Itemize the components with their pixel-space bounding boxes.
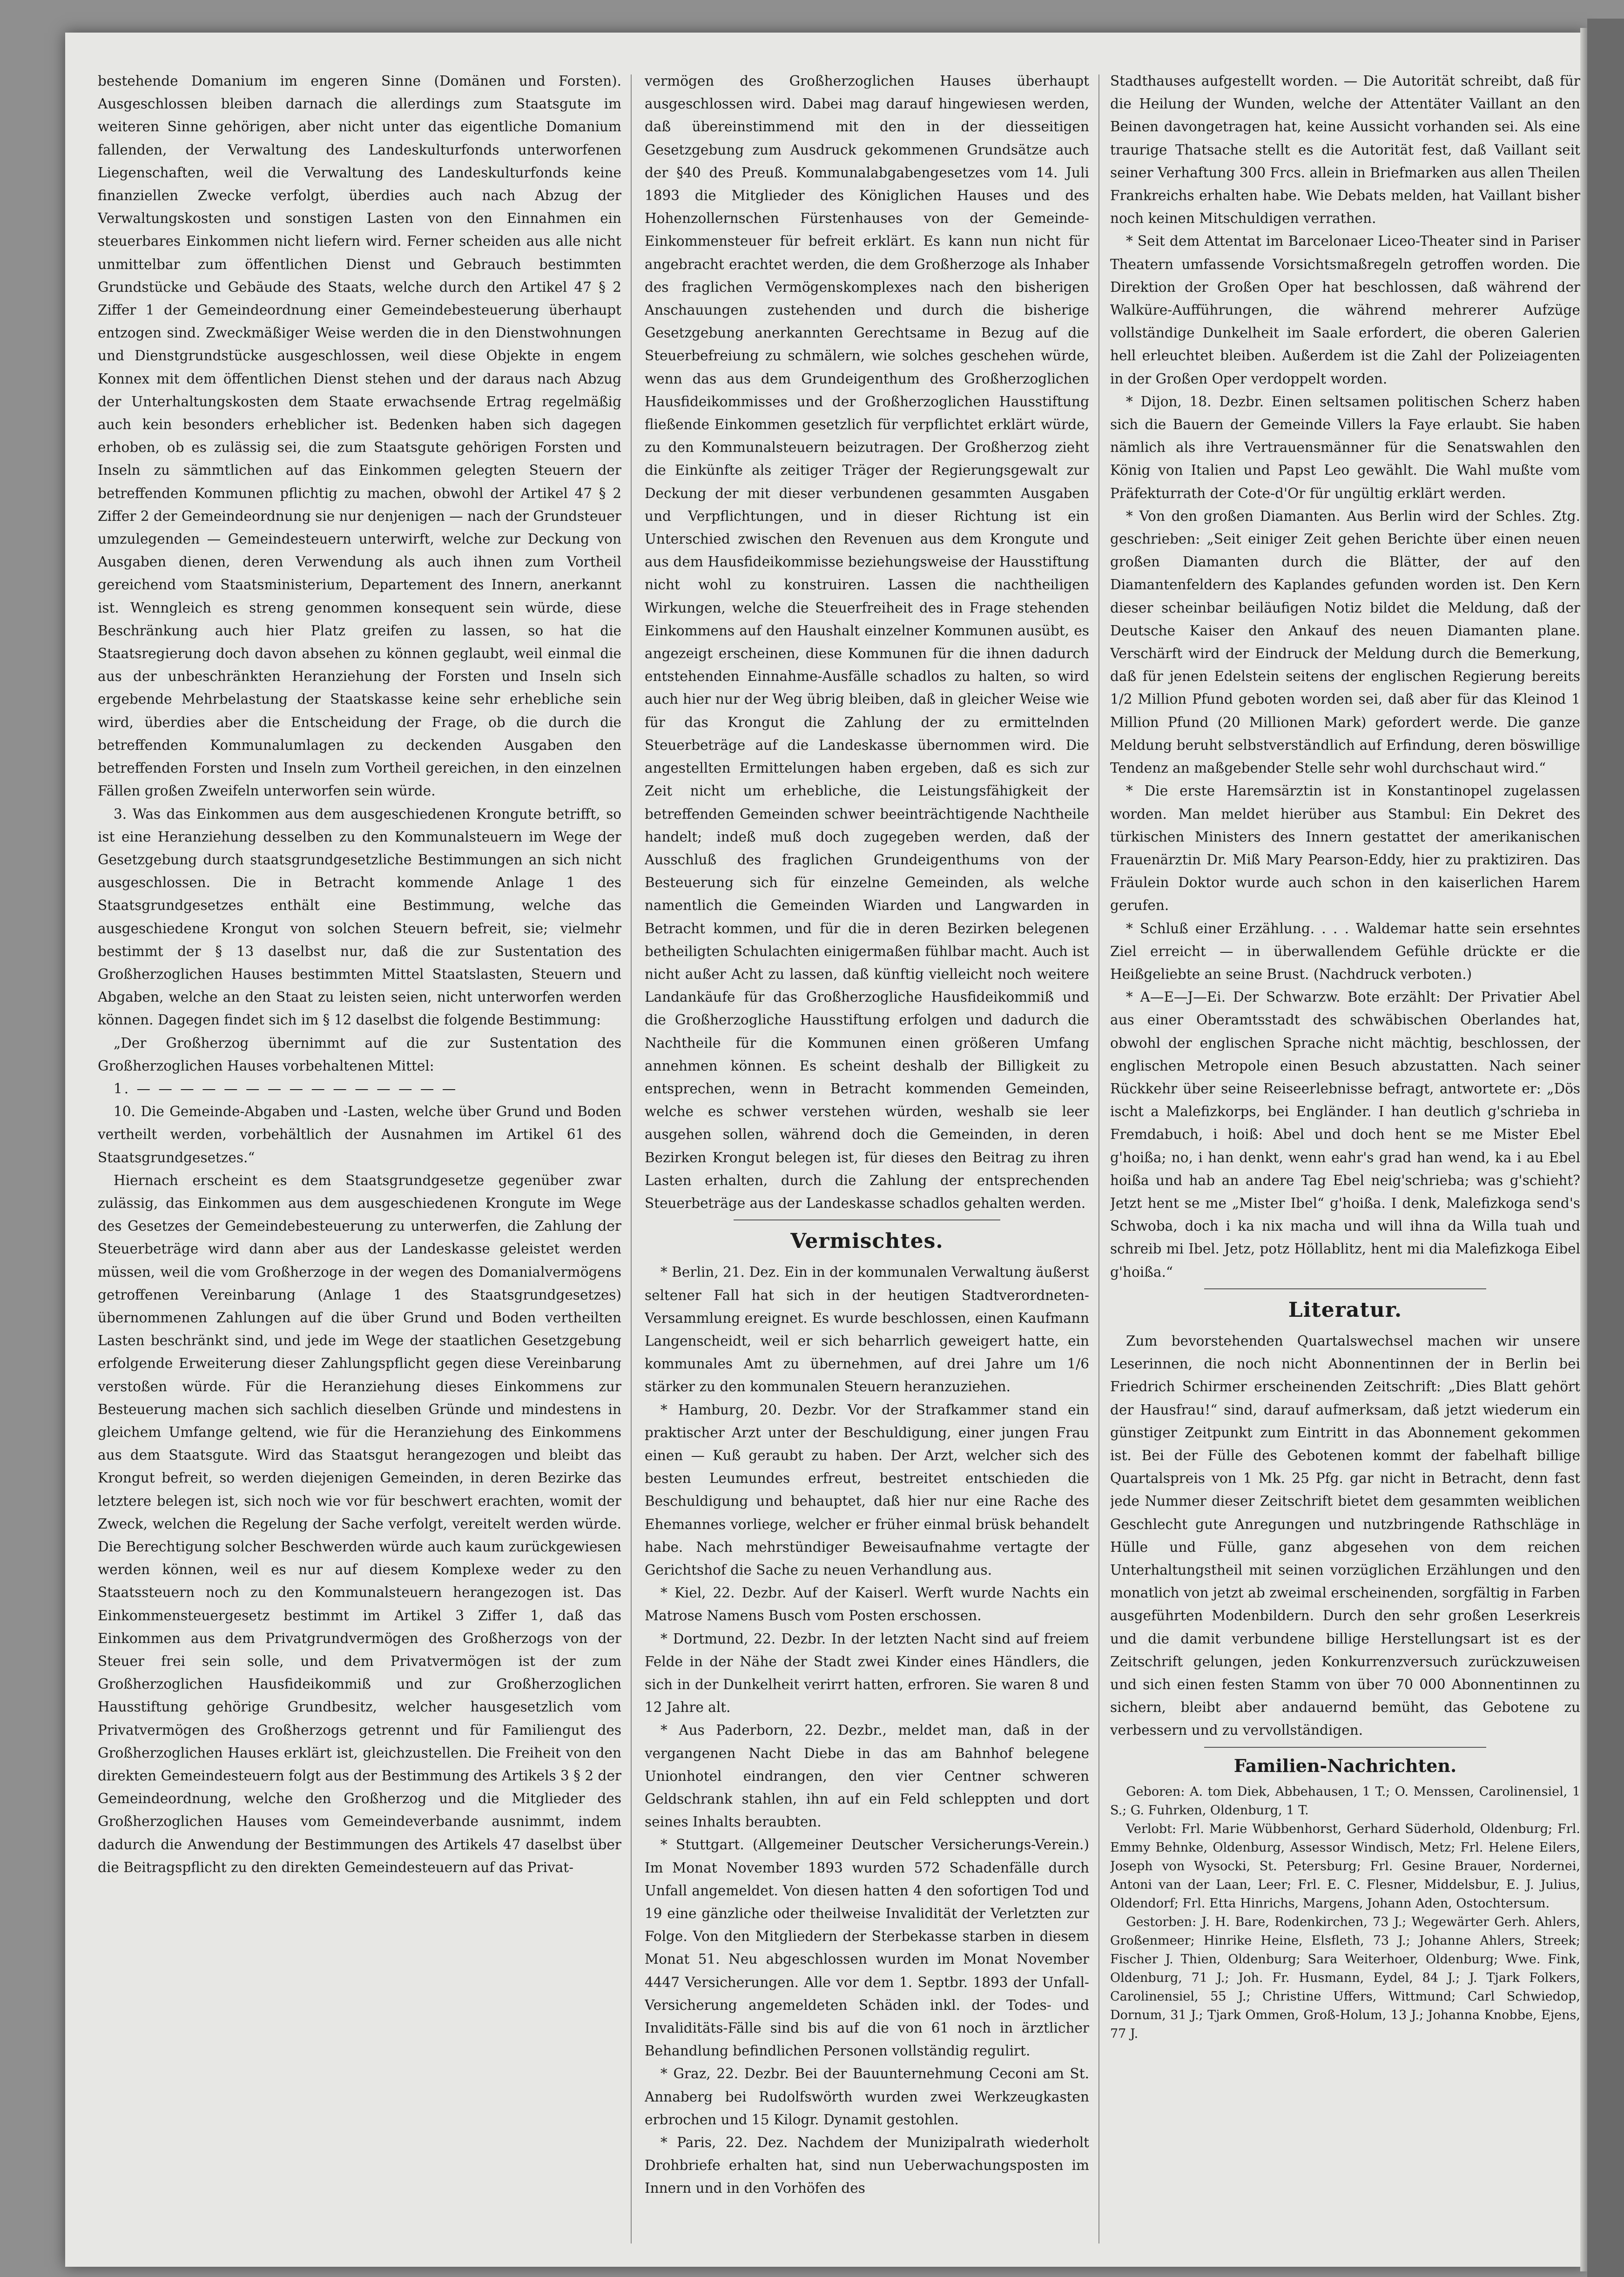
news-item: * Dortmund, 22. Dezbr. In der letzten Nacht sind auf freiem Felde in der Nähe der Stadt zwei Kinder eines Händlers, die sich in der Dunkelheit verirrt hatten, erfroren. Sie waren 8 und 12 Jahre alt. — [645, 1630, 1089, 1716]
news-item: * A—E—J—Ei. Der Schwarzw. Bote erzählt: Der Privatier Abel aus einer Oberamtsstadt des schwäbischen Oberlandes hat, obwohl der englischen Sprache nicht mächtig, beschlossen, der englischen Metropole einen Besuch abzustatten. Nach seiner Rückkehr über seine Reiseerlebnisse befragt, antwortete er: „Dös ischt a Malefizkorps, bei Engländer. I han deutlich g'schrieba in Fremdabuch, i hoiß: Abel und doch hent se me Mister Ebel g'hoißa; no, i han denkt, wenn eahr's grad han wend, ka i au Ebel hoißa und hab an andere Tag Ebel neig'schrieba; was g'schieht? Jetzt hent se me „Mister Ibel“ g'hoißa. I denk, Malefizkoga send's Schwoba, doch i ka nix macha und will ihna da Willa tuah und schreib mi Ibel. Jetz, potz Höllablitz, hent mi dia Malefizkoga Eibel g'hoißa.“ — [1110, 989, 1580, 1280]
quote: „Der Großherzog übernimmt auf die zur Sustentation des Großherzoglichen Hauses vorbehaltenen Mittel: — [98, 1035, 621, 1074]
paragraph: vermögen des Großherzoglichen Hauses überhaupt ausgeschlossen wird. Dabei mag darauf hingewiesen werden, daß übereinstimmend mit den in der diesseitigen Gesetzgebung zum Ausdruck gekommenen Grundsätze auch der §40 des Preuß. Kommunalabgabengesetzes vom 14. Juli 1893 die Mitglieder des Königlichen Hauses und des Hohenzollernschen Fürstenhauses von der Gemeinde-Einkommensteuer für befreit erklärt. Es kann nun nicht für angebracht erachtet werden, die dem Großherzoge als Inhaber des fraglichen Vermögenskomplexes nach den bisherigen Anschauungen zustehenden und durch die bisherige Gesetzgebung anerkannten Gerechtsame in Bezug auf die Steuerbefreiung zu schmälern, wie solches geschehen würde, wenn das aus dem Grundeigenthum des Großherzoglichen Hausfideikommisses und der Großherzoglichen Hausstiftung fließende Einkommen gesetzlich für verpflichtet erklärt würde, zu den Kommunalsteuern beizutragen. Der Großherzog zieht die Einkünfte als zeitiger Träger der Regierungsgewalt zur Deckung der mit dieser verbundenen gesammten Ausgaben und Verpflichtungen, und in dieser Richtung ist ein Unterschied zwischen den Revenuen aus dem Krongute und aus dem Hausfideikommisse beziehungsweise der Hausstiftung nicht wohl zu konstruiren. Lassen die nachtheiligen Wirkungen, welche die Steuerfreiheit des in Frage stehenden Einkommens auf den Haushalt einzelner Kommunen ausübt, es angezeigt erscheinen, diese Kommunen für die ihnen dadurch entstehenden Einnahme-Ausfälle schadlos zu halten, so wird auch hier nur der Weg übrig bleiben, daß in gleicher Weise wie für das Krongut die Zahlung der zu ermittelnden Steuerbeträge auf die Landeskasse übernommen wird. Die angestellten Ermittelungen haben ergeben, daß es sich zur Zeit nicht um erhebliche, die Leistungsfähigkeit der betreffenden Gemeinden schwer beeinträchtigende Nachtheile handelt; indeß muß doch zugegeben werden, daß der Ausschluß des fraglichen Grundeigenthums von der Besteuerung sich für einzelne Gemeinden, als welche namentlich die Gemeinden Wiarden und Langwarden in Betracht kommen, und für die in deren Bezirken belegenen betheiligten Schulachten einigermaßen fühlbar macht. Auch ist nicht außer Acht zu lassen, daß künftig vielleicht noch weitere Landankäufe für das Großherzogliche Hausfideikommiß und die Großherzogliche Hausstiftung erfolgen und dadurch die Nachtheile für die Kommunen einen größeren Umfang annehmen können. Es scheint deshalb der Billigkeit zu entsprechen, wenn in Betracht kommenden Gemeinden, welche es schwer verstehen würden, weshalb sie leer ausgehen sollen, während doch die Gemeinden, in deren Bezirken Krongut belegen ist, für dieses den Beitrag zu ihren Lasten erhalten, durch die Zahlung der entsprechenden Steuerbeträge aus der Landeskasse schadlos gehalten werden. — [645, 73, 1089, 1211]
news-item: Stadthauses aufgestellt worden. — Die Autorität schreibt, daß für die Heilung der Wunden, welche der Attentäter Vaillant an den Beinen davongetragen hat, keine Aussicht vorhanden sei. Als eine traurige Thatsache stellt es die Autorität fest, daß Vaillant seit seiner Verhaftung 300 Frcs. allein in Briefmarken aus allen Theilen Frankreichs erhalten habe. Wie Debats melden, hat Vaillant bisher noch keinen Mitschuldigen verrathen. — [1110, 73, 1580, 227]
column-middle — [645, 70, 1089, 2220]
news-item: * Seit dem Attentat im Barcelonaer Liceo-Theater sind in Pariser Theatern umfassende Vorsichtsmaßregeln getroffen worden. Die Direktion der Großen Oper hat beschlossen, daß während der Walküre-Aufführungen, die während mehrerer Aufzüge vollständige Dunkelheit im Saale erfordert, die oberen Galerien hell erleuchtet bleiben. Außerdem ist die Zahl der Polizeiagenten in der Großen Oper verdoppelt worden. — [1110, 233, 1580, 387]
column-rule-1 — [631, 74, 632, 2243]
paragraph: bestehende Domanium im engeren Sinne (Domänen und Forsten). Ausgeschlossen bleiben darnach die allerdings zum Staatsgute im weiteren Sinne gehörigen, aber nicht unter das eigentliche Domanium fallenden, der Verwaltung des Landeskulturfonds unterworfenen Liegenschaften, weil die Verwaltung des Landeskulturfonds keine finanziellen Zwecke verfolgt, überdies auch nach Abzug der Verwaltungskosten und sonstigen Lasten von den Einnahmen ein steuerbares Einkommen nicht liefern wird. Ferner scheiden aus alle nicht unmittelbar zum öffentlichen Dienst und Gebrauch bestimmten Grundstücke und Gebäude des Staats, welche durch den Artikel 47 § 2 Ziffer 1 der Gemeindeordnung einer Gemeindebesteuerung überhaupt entzogen sind. Zweckmäßiger Weise werden die in den Dienstwohnungen und Dienstgrundstücke ausgeschlossen, weil diese Objekte in engem Konnex mit dem öffentlichen Dienst stehen und der daraus nach Abzug der Unterhaltungskosten dem Staate erwachsende Ertrag regelmäßig auch kein besonders erheblicher ist. Bedenken haben sich dagegen erhoben, ob es zulässig sei, die zum Staatsgute gehörigen Forsten und Inseln zu sämmtlichen auf das Einkommen gelegten Steuern der betreffenden Kommunen pflichtig zu machen, obwohl der Artikel 47 § 2 Ziffer 2 der Gemeindeordnung sie nur denjenigen — nach der Grundsteuer umzulegenden — Gemeindesteuern unterwirft, welche zur Deckung von Ausgaben dienen, deren Verwendung als auch ihnen zum Vortheil gereichend vom Staatsministerium, Departement des Innern, anerkannt ist. Wenngleich es streng genommen konsequent sein würde, diese Beschränkung auch hier Platz greifen zu lassen, so hat die Staatsregierung doch davon absehen zu können geglaubt, weil einmal die aus der unbeschränkten Heranziehung der Forsten und Inseln sich ergebende Mehrbelastung der Staatskasse keine sehr erhebliche sein wird, überdies aber die Entscheidung der Frage, ob die durch die betreffenden Kommunalumlagen zu deckenden Ausgaben den betreffenden Forsten und Inseln zum Vortheil gereichen, in den einzelnen Fällen großen Zweifeln unterworfen sein würde. — [98, 73, 621, 799]
next-page-edge — [1587, 19, 1624, 2277]
paragraph: 3. Was das Einkommen aus dem ausgeschiedenen Krongute betrifft, so ist eine Heranziehung desselben zu den Kommunalsteuern im Wege der Gesetzgebung durch staatsgrundgesetzliche Bestimmungen an sich nicht ausgeschlossen. Die in Betracht kommende Anlage 1 des Staatsgrundgesetzes enthält eine Bestimmung, welche das ausgeschiedene Krongut von solchen Steuern befreit, sie; vielmehr bestimmt der § 13 daselbst nur, daß die zur Sustentation des Großherzoglichen Hauses bestimmten Mittel Staatslasten, Steuern und Abgaben, welche an den Staat zu leisten seien, nicht unterworfen werden können. Dagegen findet sich im § 12 daselbst die folgende Bestimmung: — [98, 806, 621, 1028]
news-item: * Hamburg, 20. Dezbr. Vor der Strafkammer stand ein praktischer Arzt unter der Beschuldigung, einer jungen Frau einen — Kuß geraubt zu haben. Der Arzt, welcher sich des besten Leumundes erfreut, bestreitet entschieden die Beschuldigung und behauptet, daß hier nur eine Rache des Ehemannes vorliege, welcher er früher einmal brüsk behandelt habe. Nach mehrstündiger Beweisaufnahme vertagte der Gerichtshof die Sache zu neuen Verhandlung aus. — [645, 1401, 1089, 1578]
column-left — [98, 70, 621, 2220]
section-divider — [1204, 1288, 1486, 1289]
news-item: * Aus Paderborn, 22. Dezbr., meldet man, daß in der vergangenen Nacht Diebe in das am Bahnhof belegene Unionhotel eindrangen, den vier Centner schweren Geldschrank stahlen, ihn auf ein Feld schleppten und dort seines Inhalts beraubten. — [645, 1722, 1089, 1830]
news-item: * Dijon, 18. Dezbr. Einen seltsamen politischen Scherz haben sich die Bauern der Gemeinde Villers la Faye erlaubt. Sie haben nämlich als ihre Vertrauensmänner für die Senatswahlen den König von Italien und Papst Leo gewählt. Die Wahl mußte vom Präfekturrath der Cote-d'Or für ungültig erklärt werden. — [1110, 393, 1580, 501]
section-heading-vermischtes: Vermischtes. — [790, 1229, 943, 1253]
paragraph: Zum bevorstehenden Quartalswechsel machen wir unsere Leserinnen, die noch nicht Abonnentinnen der in Berlin bei Friedrich Schirmer erscheinenden Zeitschrift: „Dies Blatt gehört der Hausfrau!“ sind, darauf aufmerksam, daß jetzt wiederum ein günstiger Zeitpunkt zum Eintritt in das Abonnement gekommen ist. Bei der Fülle des Gebotenen kommt der fabelhaft billige Quartalspreis von 1 Mk. 25 Pfg. gar nicht in Betracht, denn fast jede Nummer dieser Zeitschrift bietet dem gesammten weiblichen Geschlecht gute Anregungen und nutzbringende Rathschläge in Hülle und Fülle, ganz abgesehen von dem reichen Unterhaltungstheil mit seinen vorzüglichen Erzählungen und den monatlich von jetzt ab zweimal erscheinenden, sorgfältig in Farben ausgeführten Modenbildern. Durch den sehr großen Leserkreis und die damit verbundene billige Herstellungsart ist es der Zeitschrift gelungen, jeden Konkurrenzversuch zurückzuweisen und sich einen festen Stamm von über 70 000 Abonnentinnen zu sichern, bleibt aber andauernd bemüht, das Gebotene zu verbessern und zu vervollständigen. — [1110, 1333, 1580, 1738]
family-notice: Geboren: A. tom Diek, Abbehausen, 1 T.; O. Menssen, Carolinensiel, 1 S.; G. Fuhrken, Oldenburg, 1 T. — [1110, 1784, 1580, 1818]
section-divider — [1204, 1747, 1486, 1748]
section-heading-familien: Familien-Nachrichten. — [1233, 1755, 1457, 1776]
family-notice: Gestorben: J. H. Bare, Rodenkirchen, 73 J.; Wegewärter Gerh. Ahlers, Großenmeer; Hinrike Heine, Elsfleth, 73 J.; Johanne Ahlers, Streek; Fischer J. Thien, Oldenburg; Sara Weiterhoer, Oldenburg; Wwe. Fink, Oldenburg, 71 J.; Joh. Fr. Husmann, Eydel, 84 J.; J. Tjark Folkers, Carolinensiel, 55 J.; Christine Uffers, Wittmund; Carl Schwiedop, Dornum, 31 J.; Tjark Ommen, Groß-Holum, 13 J.; Johanna Knobbe, Ejens, 77 J. — [1110, 1914, 1580, 2041]
news-item: * Die erste Haremsärztin ist in Konstantinopel zugelassen worden. Man meldet hierüber aus Stambul: Ein Dekret des türkischen Ministers des Innern gestattet der amerikanischen Frauenärztin Dr. Miß Mary Pearson-Eddy, hier zu praktiziren. Das Fräulein Doktor wurde auch schon in den kaiserlichen Harem gerufen. — [1110, 783, 1580, 914]
news-item: * Stuttgart. (Allgemeiner Deutscher Versicherungs-Verein.) Im Monat November 1893 wurden 572 Schadenfälle durch Unfall angemeldet. Von diesen hatten 4 den sofortigen Tod und 19 eine gänzliche oder theilweise Invalidität der Verletzten zur Folge. Von den Mitgliedern der Sterbekasse starben in diesem Monat 51. Neu abgeschlossen wurden im Monat November 4447 Versicherungen. Alle vor dem 1. Septbr. 1893 der Unfall-Versicherung angemeldeten Schäden inkl. der Todes- und Invaliditäts-Fälle sind bis auf die von 61 noch in ärztlicher Behandlung befindlichen Personen vollständig regulirt. — [645, 1837, 1089, 2059]
news-item: * Berlin, 21. Dez. Ein in der kommunalen Verwaltung äußerst seltener Fall hat sich in der heutigen Stadtverordneten-Versammlung ereignet. Es wurde beschlossen, einen Kaufmann Langenscheidt, weil er sich beharrlich geweigert hatte, ein kommunales Amt zu übernehmen, auf drei Jahre um 1/6 stärker zu den kommunalen Steuern heranzuziehen. — [645, 1264, 1089, 1395]
paragraph: Hiernach erscheint es dem Staatsgrundgesetze gegenüber zwar zulässig, das Einkommen aus dem ausgeschiedenen Krongute im Wege des Gesetzes der Gemeindebesteuerung zu unterwerfen, die Zahlung der Steuerbeträge wird dann aber aus der Landeskasse geleistet werden müssen, weil die vom Großherzoge in der wegen des Domanialvermögens getroffenen Vereinbarung (Anlage 1 des Staatsgrundgesetzes) übernommenen Zahlungen auf die über Grund und Boden vertheilten Lasten beschränkt sind, und jede im Wege der staatlichen Gesetzgebung erfolgende Erweiterung dieser Zahlungspflicht gegen diese Vereinbarung verstoßen würde. Für die Heranziehung dieses Einkommens zur Besteuerung machen sich sachlich dieselben Gründe und mindestens in gleichem Umfange geltend, wie für die Heranziehung des Einkommens aus dem Staatsgute. Wird das Staatsgut herangezogen und bleibt das Krongut befreit, so werden diejenigen Gemeinden, in deren Bezirke das letztere belegen ist, sich noch wie vor für beschwert erachten, womit der Zweck, welchen die Regelung der Sache verfolgt, vereitelt werden würde. Die Berechtigung solcher Beschwerden würde auch kaum zurückgewiesen werden können, weil es nur auf diesem Komplexe weder zu den Staatssteuern noch zu den Kommunalsteuern herangezogen ist. Das Einkommensteuergesetz bestimmt im Artikel 3 Ziffer 1, daß das Einkommen aus dem Privatgrundvermögen des Großherzogs von der Steuer frei sein solle, und dem Privatvermögen ist der zum Großherzoglichen Hausfideikommiß und zur Großherzoglichen Hausstiftung gehörige Grundbesitz, welcher hausgesetzlich vom Privatvermögen des Großherzogs getrennt und für Familiengut des Großherzoglichen Hauses erklärt ist, gleichzustellen. Die Freiheit von den direkten Gemeindesteuern folgt aus der Bestimmung des Artikels 3 § 2 der Gemeindeordnung, welche den Großherzog und die Mitglieder des Großherzoglichen Hauses vom Gemeindeverbande ausnimmt, indem dadurch die Anwendung der Bestimmungen des Artikels 47 daselbst über die Beitragspflicht zu den direkten Gemeindesteuern auf das Privat- — [98, 1172, 621, 1875]
news-item: * Paris, 22. Dez. Nachdem der Munizipalrath wiederholt Drohbriefe erhalten hat, sind nun Ueberwachungsposten im Innern und in den Vorhöfen des — [645, 2135, 1089, 2196]
section-heading-literatur: Literatur. — [1288, 1298, 1402, 1322]
news-item: * Graz, 22. Dezbr. Bei der Bauunternehmung Ceconi am St. Annaberg bei Rudolfswörth wurden zwei Werkzeugkasten erbrochen und 15 Kilogr. Dynamit gestohlen. — [645, 2066, 1089, 2128]
news-item: * Kiel, 22. Dezbr. Auf der Kaiserl. Werft wurde Nachts ein Matrose Namens Busch vom Posten erschossen. — [645, 1585, 1089, 1624]
family-notice: Verlobt: Frl. Marie Wübbenhorst, Gerhard Süderhold, Oldenburg; Frl. Emmy Behnke, Oldenburg, Assessor Windisch, Metz; Frl. Helene Eilers, Joseph von Wysocki, St. Petersburg; Frl. Gesine Brauer, Nordernei, Antoni van der Laan, Leer; Frl. E. C. Flesner, Middelsbur, E. J. Julius, Oldendorf; Frl. Etta Hinrichs, Margens, Johann Aden, Ostochtersum. — [1110, 1821, 1580, 1911]
quote-omission: 1. — — — — — — — — — — — — — — — — [114, 1080, 458, 1097]
column-rule-2 — [1098, 74, 1099, 2243]
column-right — [1110, 70, 1580, 2220]
news-item: * Schluß einer Erzählung. . . . Waldemar hatte sein ersehntes Ziel erreicht — in überwallendem Gefühle drückte er die Heißgeliebte an seine Brust. (Nachdruck verboten.) — [1110, 920, 1580, 982]
news-item: * Von den großen Diamanten. Aus Berlin wird der Schles. Ztg. geschrieben: „Seit einiger Zeit gehen Berichte über einen neuen großen Diamanten durch die Blätter, der auf den Diamantenfeldern des Kaplandes gefunden worden ist. Den Kern dieser scheinbar beiläufigen Notiz bildet die Meldung, daß der Deutsche Kaiser den Ankauf des neuen Diamanten plane. Verschärft wird der Eindruck der Meldung durch die Bemerkung, daß für jenen Edelstein seitens der englischen Regierung bereits 1/2 Million Pfund geboten worden sei, daß aber für das Kleinod 1 Million Pfund (20 Millionen Mark) gefordert werde. Die ganze Meldung beruht selbstverständlich auf Erfindung, deren böswillige Tendenz an maßgebender Stelle sehr wohl durchschaut wird.“ — [1110, 508, 1580, 776]
section-divider — [734, 1219, 1000, 1220]
quote: 10. Die Gemeinde-Abgaben und -Lasten, welche über Grund und Boden vertheilt werden, vorbehältlich der Ausnahmen im Artikel 61 des Staatsgrundgesetzes.“ — [98, 1104, 621, 1165]
